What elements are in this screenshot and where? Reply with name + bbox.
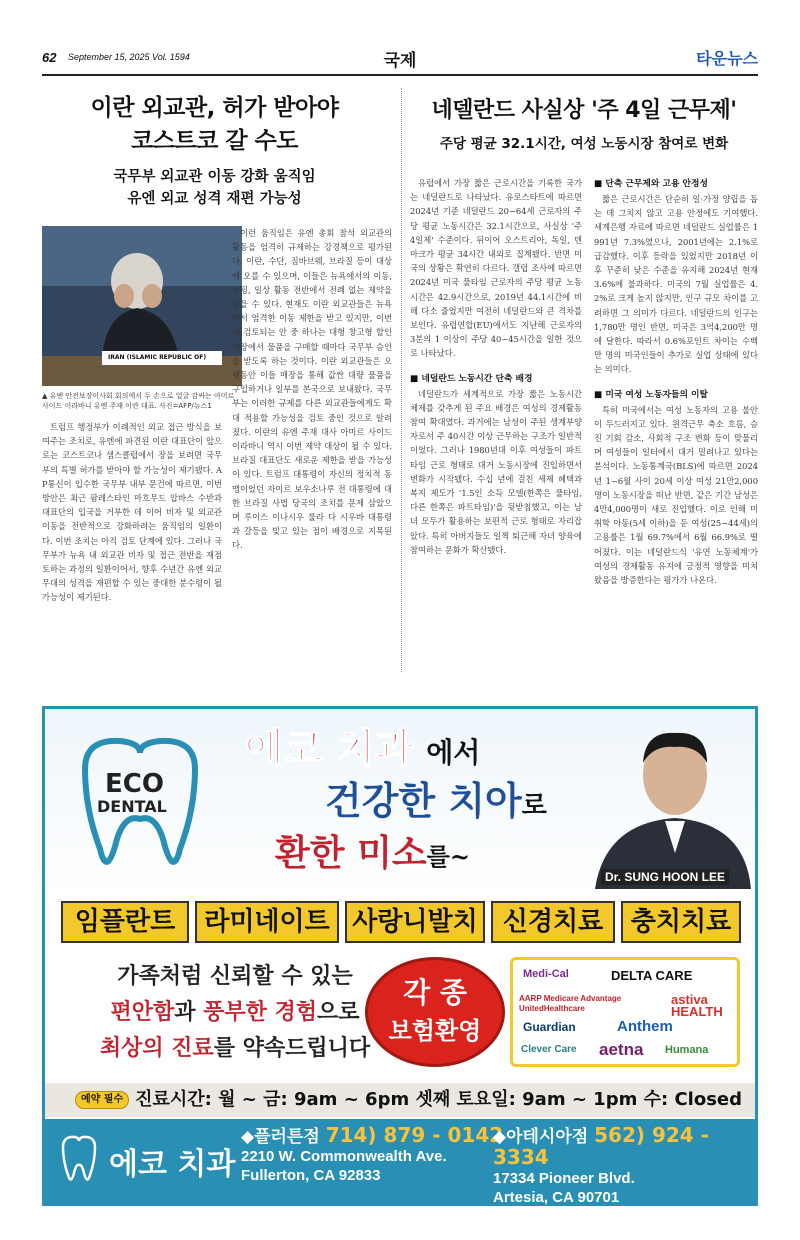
left-article-headline <box>42 92 387 210</box>
promo-comfort: 편안함 <box>110 1000 175 1025</box>
promo-line1: 가족처럼 신뢰할 수 있는 <box>117 964 353 989</box>
doctor-name: Dr. SUNG HOON LEE <box>601 869 729 885</box>
treatment-cavity[interactable]: 충치치료 <box>621 901 741 943</box>
office-hours <box>45 1083 755 1117</box>
right-para4: 특히 미국에서는 여성 노동자의 고용 불안이 두드러지고 있다. 원격근무 축소 흐름, 승진 기회 감소, 사회적 구조 변화 등이 맞물리며 여성들이 일터에서 대거 밀려나고 있다는 분석이다. 노동통계국(BLS)에 따르면 2024년 1~6월 사이 20세 이상 여성 21만2,000명이 노동시장을 떠난 반면, 같은 기간 남성은 4만4,000명이 새로 진입했다. 이로 인해 미취학 아동(5세 이하)을 둔 여성(25~44세)의 고용률은 1월 69.7%에서 6월 66.9%로 떨어졌다. 이는 네덜란드식 '유연 노동체계'가 여성의 경제활동 유지에 긍정적 영향을 미쳐왔음을 방증한다는 평가가 나온다. <box>594 404 758 586</box>
section-title: 국제 <box>383 51 417 71</box>
artesia-phone[interactable]: 562) 924 - 3334 <box>493 1123 709 1169</box>
page-header <box>42 44 758 76</box>
insurer-humana: Humana <box>665 1044 709 1056</box>
tagline-healthy-teeth: 건강한 치아 <box>325 778 522 823</box>
badge-line2: 보험환영 <box>388 1017 482 1045</box>
tagline-clinic: 에코 치과 <box>245 725 414 772</box>
right-para3: 짧은 근로시간은 단순히 일·가정 양립을 돕는 데 그치지 않고 고용 안정에도 기여했다. 세계은행 자료에 따르면 네덜란드 실업률은 1991년 7.3%였으나, 2001년에는 2.1%로 급감했다. 이후 등락을 있었지만 2018년 이후 꾸준히 낮은 수준을 유지해 2024년 현재 3.6%에 불과하다. 미국의 7월 실업률은 4.2%로 크게 높지 않지만, 인구 규모 차이를 고려하면 그 의미가 다르다. 네덜란드의 인구는 1,780만 명인 반면, 미국은 3억4,200만 명에 달한다. 따라서 0.6%포인트 차이는 수백만 명의 미국인들이 추가로 실업 상태에 있다는 의미다. <box>594 194 758 375</box>
ad-tagline <box>245 725 575 880</box>
tooth-small-icon <box>57 1133 101 1187</box>
treatment-implant[interactable]: 임플란트 <box>61 901 189 943</box>
tagline-l1-tail: 에서 <box>426 736 481 769</box>
insurer-delta-care: DELTA CARE <box>611 968 693 983</box>
logo-text-dental: DENTAL <box>97 797 167 816</box>
doctor-portrait-illustration <box>575 713 751 889</box>
ad-footer <box>45 1119 755 1206</box>
fullerton-phone[interactable]: 714) 879 - 0142 <box>325 1123 504 1147</box>
left-title-line1: 이란 외교관, 허가 받아야 <box>90 95 339 121</box>
left-col1-text: 트럼프 행정부가 이례적인 외교 접근 방식을 보여주는 조치로, 유엔에 파견된 이란 대표단이 앞으로는 코스트코나 샘스클럽에서 장을 보려면 국무부의 특별 허가를 받아야 할 가능성이 제기됐다. AP통신이 입수한 국무부 내부 문건에 따르면, 이번 방안은 최근 팜레스타인 마흐무드 압바스 수반과 대표단의 입국을 거부한 데 이어 비자 및 외교관 이동을 전반적으로 강화하려는 움직임의 일환이다. 이번 조치는 아직 검토 단계에 있다. 그러나 국무부가 뉴욕 내 외교관 비자 및 접근 전반을 재점토하는 과정의 일환이어서, 향후 수년간 유엔 외교 무대의 성격을 재편할 수 있는 중대한 분수령이 될 가능성이 제기된다. <box>42 422 222 603</box>
diplomat-photo-illustration <box>42 226 242 386</box>
promo-experience: 풍부한 경험 <box>203 1000 318 1025</box>
treatment-wisdom-tooth[interactable]: 사랑니발치 <box>345 901 485 943</box>
left-subtitle-line2: 유엔 외교 성격 재편 가능성 <box>127 191 302 207</box>
artesia-label: ◆아테시아점 <box>493 1127 589 1147</box>
right-subhead3: ■ 미국 여성 노동자들의 이탈 <box>594 389 709 400</box>
location-artesia[interactable] <box>493 1125 755 1207</box>
insurer-astiva: astiva HEALTH <box>671 992 723 1019</box>
insurer-aarp: AARP Medicare Advantage UnitedHealthcare <box>519 994 622 1013</box>
nameplate-text: IRAN (ISLAMIC REPUBLIC OF) <box>108 354 207 361</box>
artesia-address2: Artesia, CA 90701 <box>493 1189 620 1206</box>
promo-message <box>65 959 405 1067</box>
right-para1: 유럽에서 가장 짧은 근로시간을 기록한 국가는 네덜란드로 나타났다. 유로스타트에 따르면 2024년 기준 네덜란드 20~64세 근로자의 주당 평균 노동시간은 32.1시간으로, 사실상 '주 4일제' 수준이다. 뒤이어 오스트리아, 독일, 덴마크가 평균 34시간 내외로 집계됐다. 반면 미국의 상황은 확연히 다르다. 갤럽 조사에 따르면 2024년 미국 풀타임 근로자의 주당 평균 노동시간은 42.9시간으로, 2019년 44.1시간에 비해 다소 줄었지만 여전히 네덜란드와 큰 격차를 보인다. 유럽연합(EU)에서도 지난해 근로자의 3분의 1 이상이 주당 40~45시간을 일한 것으로 나타났다. <box>410 178 582 359</box>
right-subtitle: 주당 평균 32.1시간, 여성 노동시장 참여로 변화 <box>439 136 729 152</box>
fullerton-address1: 2210 W. Commonwealth Ave. <box>241 1148 447 1165</box>
badge-line1: 각 종 <box>403 976 467 1009</box>
right-subhead1: ■ 네덜란드 노동시간 단축 배경 <box>410 373 533 384</box>
fullerton-label: ◆플러튼점 <box>241 1127 320 1147</box>
left-article-col1 <box>42 420 222 605</box>
tagline-smile: 환한 미소 <box>275 832 427 874</box>
right-article-col2 <box>594 176 758 587</box>
publication-logo: 타운뉴스 <box>696 49 758 68</box>
column-divider <box>401 88 402 672</box>
right-para2: 네덜란드가 세계적으로 가장 짧은 노동시간 체제를 갖추게 된 주요 배경은 여성의 경제활동 참여 확대였다. 과거에는 남성이 주된 생계부양자로서 주 40시간 이상 근무하는 구조가 일반적이었다. 그러나 1980년대 이후 여성들이 파트타임 근로 형태로 대거 노동시장에 진입하면서 변화가 시작됐다. 수십 년에 걸친 세제 혜택과 복지 제도가 '1.5인 소득 모델(한쪽은 풀타임, 다른 한쪽은 파트타임)'을 뒷받침했고, 이는 남녀 모두가 활용하는 보편적 근로 형태로 자리잡았다. 특히 아버지들도 일찍 퇴근해 자녀 양육에 참여하는 문화가 확산됐다. <box>410 388 582 555</box>
footer-clinic-name: 에코 치과 <box>109 1147 236 1182</box>
reservation-required-badge: 예약 필수 <box>75 1091 129 1109</box>
right-title: 네델란드 사실상 '주 4일 근무제' <box>431 98 737 123</box>
insurance-logos <box>510 957 740 1067</box>
fullerton-address2: Fullerton, CA 92833 <box>241 1167 381 1184</box>
page-number: 62 <box>42 50 57 65</box>
treatment-laminate[interactable]: 라미네이트 <box>195 901 339 943</box>
right-subhead2: ■ 단축 근무제와 고용 안정성 <box>594 179 709 189</box>
right-article-col1 <box>410 176 582 557</box>
left-title-line2: 코스트코 갈 수도 <box>130 128 299 154</box>
logo-text-eco: ECO <box>105 769 164 799</box>
artesia-address1: 17334 Pioneer Blvd. <box>493 1170 635 1187</box>
article-photo <box>42 226 242 386</box>
insurer-clever-care: Clever Care <box>521 1044 577 1055</box>
tagline-l2-tail: 로 <box>521 791 547 821</box>
promo-with: 으로 <box>317 1000 360 1025</box>
promo-best-care: 최상의 진료 <box>99 1036 214 1061</box>
location-fullerton[interactable] <box>241 1125 503 1185</box>
left-col2-text: 이런 움직임은 유엔 총회 참석 외교관의 활동을 엄격히 규제하는 강경책으로 평가된다. 이란, 수단, 짐바브웨, 브라질 등이 대상에 오를 수 있으며, 이들은 뉴욕에서의 이동, 쇼핑, 일상 활동 전반에서 전례 없는 제약을 받을 수 있다. 현재도 이란 외교관들은 뉴욕에서 엄격한 이동 제한을 받고 있지만, 이번에 검토되는 안 중 하나는 대형 창고형 할인매장에서 물품을 구매할 때마다 국무부 승인을 받도록 하는 것이다. 이란 외교관들은 오랫동안 이들 매장을 통해 값싼 대량 물품을 구입하거나 일부를 본국으로 보내왔다. 국무부는 이러한 규제를 다른 외교관들에게도 확대 적용할 가능성을 검토 중인 것으로 알려졌다. 이란의 유엔 주재 대사 아미르 사이드 이라바니 역시 이번 제약 대상이 될 수 있다. 브라질 대표단도 새로운 제한을 받을 가능성이 있다. 트럼프 대통령이 자신의 정치적 동맹이었던 자이르 보우소나루 전 대통령에 대한 브라질 사법 당국의 조치를 문제 삼았으며 루이스 이나시우 룰라 다 시우바 대통령과 갈등을 빚고 있는 점이 배경으로 지목된다. <box>232 228 392 551</box>
treatment-root-canal[interactable]: 신경치료 <box>491 901 615 943</box>
promo-promise: 를 약속드립니다 <box>213 1036 371 1061</box>
left-subtitle-line1: 국무부 외교관 이동 강화 움직임 <box>113 169 316 185</box>
insurance-badge <box>365 957 505 1067</box>
issue-date: September 15, 2025 Vol. 1594 <box>68 52 190 62</box>
insurer-aetna: aetna <box>599 1040 644 1059</box>
hours-text: 진료시간: 월 ~ 금: 9am ~ 6pm 셋째 토요일: 9am ~ 1pm 수: Closed <box>135 1089 743 1110</box>
insurer-anthem: Anthem <box>617 1018 673 1035</box>
photo-caption: ▲ 유엔 안전보장이사회 회의에서 두 손으로 얼굴 감싸는 아미르 사이드 이라바니 유엔 주재 이란 대표. 사진=AFP/뉴스1 <box>42 392 235 410</box>
left-article-col2 <box>232 226 392 553</box>
doctor-photo <box>575 713 751 889</box>
dental-advertisement[interactable] <box>42 706 758 1206</box>
insurer-guardian: Guardian <box>523 1020 576 1034</box>
tagline-l3-tail: 를~ <box>426 842 470 871</box>
right-article-headline <box>410 94 758 155</box>
promo-and: 과 <box>174 1000 204 1025</box>
insurer-medi-cal: Medi-Cal <box>523 968 569 980</box>
